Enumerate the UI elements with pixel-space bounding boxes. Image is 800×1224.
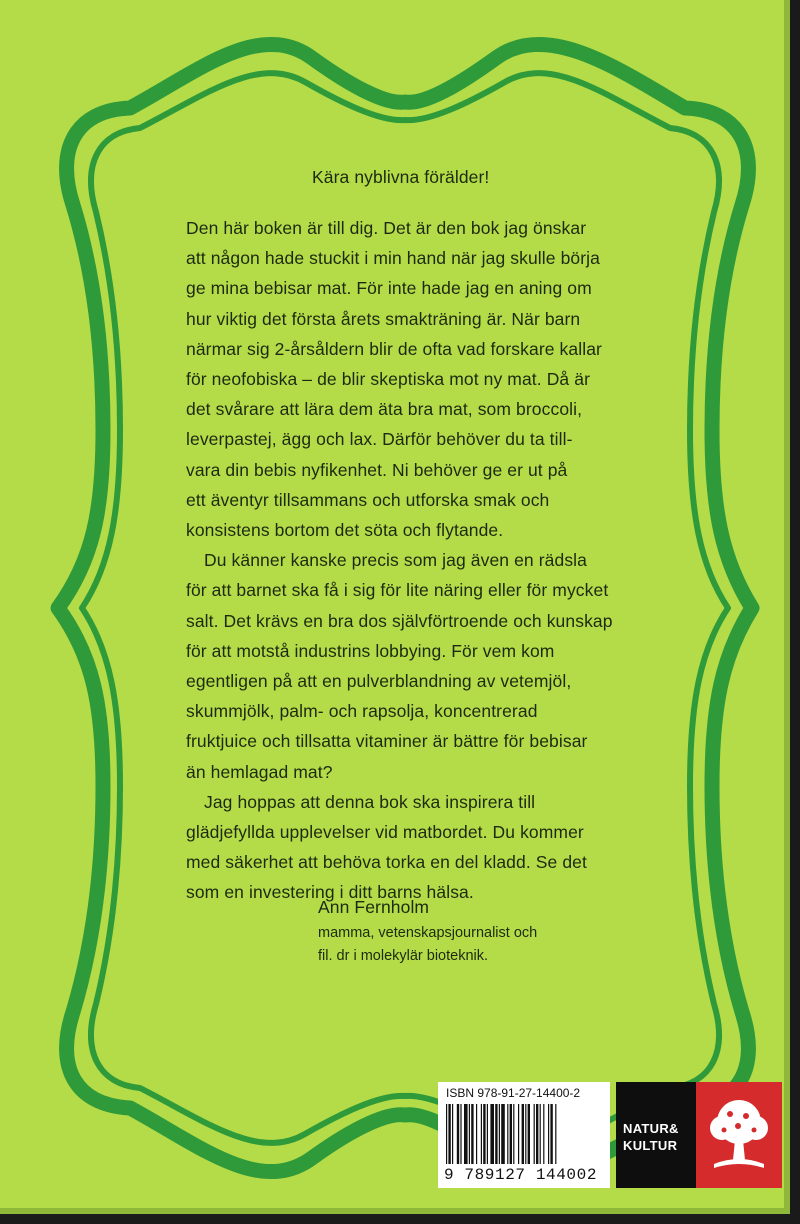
barcode-bar (495, 1104, 497, 1164)
barcode-bar (525, 1104, 526, 1164)
credentials-line: fil. dr i molekylär bioteknik. (318, 948, 489, 964)
barcode-bar (540, 1104, 541, 1164)
barcode-bar (522, 1104, 524, 1164)
barcode-bar (460, 1104, 461, 1164)
body-line: salt. Det krävs en bra dos självförtroende och kunskap (186, 610, 613, 631)
body-line: som en investering i ditt barns hälsa. (186, 882, 474, 903)
publisher-name-line2: KULTUR (623, 1138, 678, 1153)
barcode-bar (536, 1104, 538, 1164)
publisher-logo-panel (696, 1082, 782, 1188)
isbn-barcode (438, 1082, 610, 1188)
publisher-name-line1: NATUR& (623, 1121, 679, 1136)
credentials-line: mamma, vetenskapsjournalist och (318, 925, 538, 941)
barcode-bar (487, 1104, 488, 1164)
publisher-wordmark (616, 1082, 696, 1188)
body-line: för neofobiska – de blir skeptiska mot ny mat. Då är (186, 369, 590, 390)
barcode-bar (543, 1104, 544, 1164)
barcode-bar (501, 1104, 505, 1164)
barcode-bar (499, 1104, 500, 1164)
author-signature: Ann Fernholm (318, 897, 430, 917)
barcode-bar (452, 1104, 453, 1164)
author-credentials (318, 922, 537, 968)
barcode-bar (481, 1104, 482, 1164)
body-line: egentligen på att en pulverblandning av vetemjöl, (186, 671, 572, 692)
barcode-bar (534, 1104, 535, 1164)
body-line: med säkerhet att behöva torka en del kladd. Se det (186, 852, 587, 873)
barcode-bar (513, 1104, 514, 1164)
barcode-bar (457, 1104, 459, 1164)
body-line: närmar sig 2-årsåldern blir de ofta vad forskare kallar (186, 338, 602, 359)
barcode-bar (548, 1104, 549, 1164)
isbn-label: ISBN 978-91-27-14400-2 (446, 1086, 581, 1100)
body-line: leverpastej, ägg och lax. Därför behöver du ta till- (186, 429, 573, 450)
barcode-bar (528, 1104, 530, 1164)
body-line: för att motstå industrins lobbying. För vem kom (186, 640, 555, 661)
body-line: fruktjuice och tillsatta vitaminer är bättre för bebisar (186, 731, 588, 752)
body-line: att någon hade stuckit i min hand när jag skulle börja (186, 248, 600, 269)
barcode-bars (446, 1104, 604, 1164)
body-line: Jag hoppas att denna bok ska inspirera till (204, 791, 536, 812)
barcode-bar (510, 1104, 512, 1164)
barcode-bar (471, 1104, 473, 1164)
body-line: Du känner kanske precis som jag även en rädsla (204, 550, 587, 571)
tree-logo-icon (706, 1094, 772, 1178)
letter-body (186, 213, 656, 908)
barcode-bar (476, 1104, 477, 1164)
body-line: konsistens bortom det söta och flytande. (186, 520, 504, 541)
barcode-bar (490, 1104, 494, 1164)
barcode-bar (483, 1104, 485, 1164)
body-line: ge mina bebisar mat. För inte hade jag en aning om (186, 278, 592, 299)
barcode-bar (446, 1104, 447, 1164)
body-line: än hemlagad mat? (186, 761, 333, 782)
barcode-bar (518, 1104, 519, 1164)
body-line: för att barnet ska få i sig för lite näring eller för mycket (186, 580, 609, 601)
body-line: glädjefyllda upplevelser vid matbordet. Du kommer (186, 822, 584, 843)
barcode-bar (507, 1104, 508, 1164)
body-line: skummjölk, palm- och rapsolja, koncentrerad (186, 701, 538, 722)
barcode-bar (555, 1104, 556, 1164)
body-line: Den här boken är till dig. Det är den bok jag önskar (186, 218, 587, 238)
body-line: det svårare att lära dem äta bra mat, som broccoli, (186, 399, 583, 420)
barcode-bar (469, 1104, 470, 1164)
body-line: hur viktig det första årets smakträning är. När barn (186, 308, 581, 329)
letter-greeting: Kära nyblivna förälder! (312, 167, 490, 187)
body-line: ett äventyr tillsammans och utforska smak och (186, 489, 550, 510)
isbn-digits: 9 789127 144002 (444, 1166, 598, 1184)
body-line: vara din bebis nyfikenhet. Ni behöver ge er ut på (186, 459, 568, 480)
barcode-bar (448, 1104, 450, 1164)
barcode-bar (464, 1104, 468, 1164)
barcode-bar (550, 1104, 552, 1164)
